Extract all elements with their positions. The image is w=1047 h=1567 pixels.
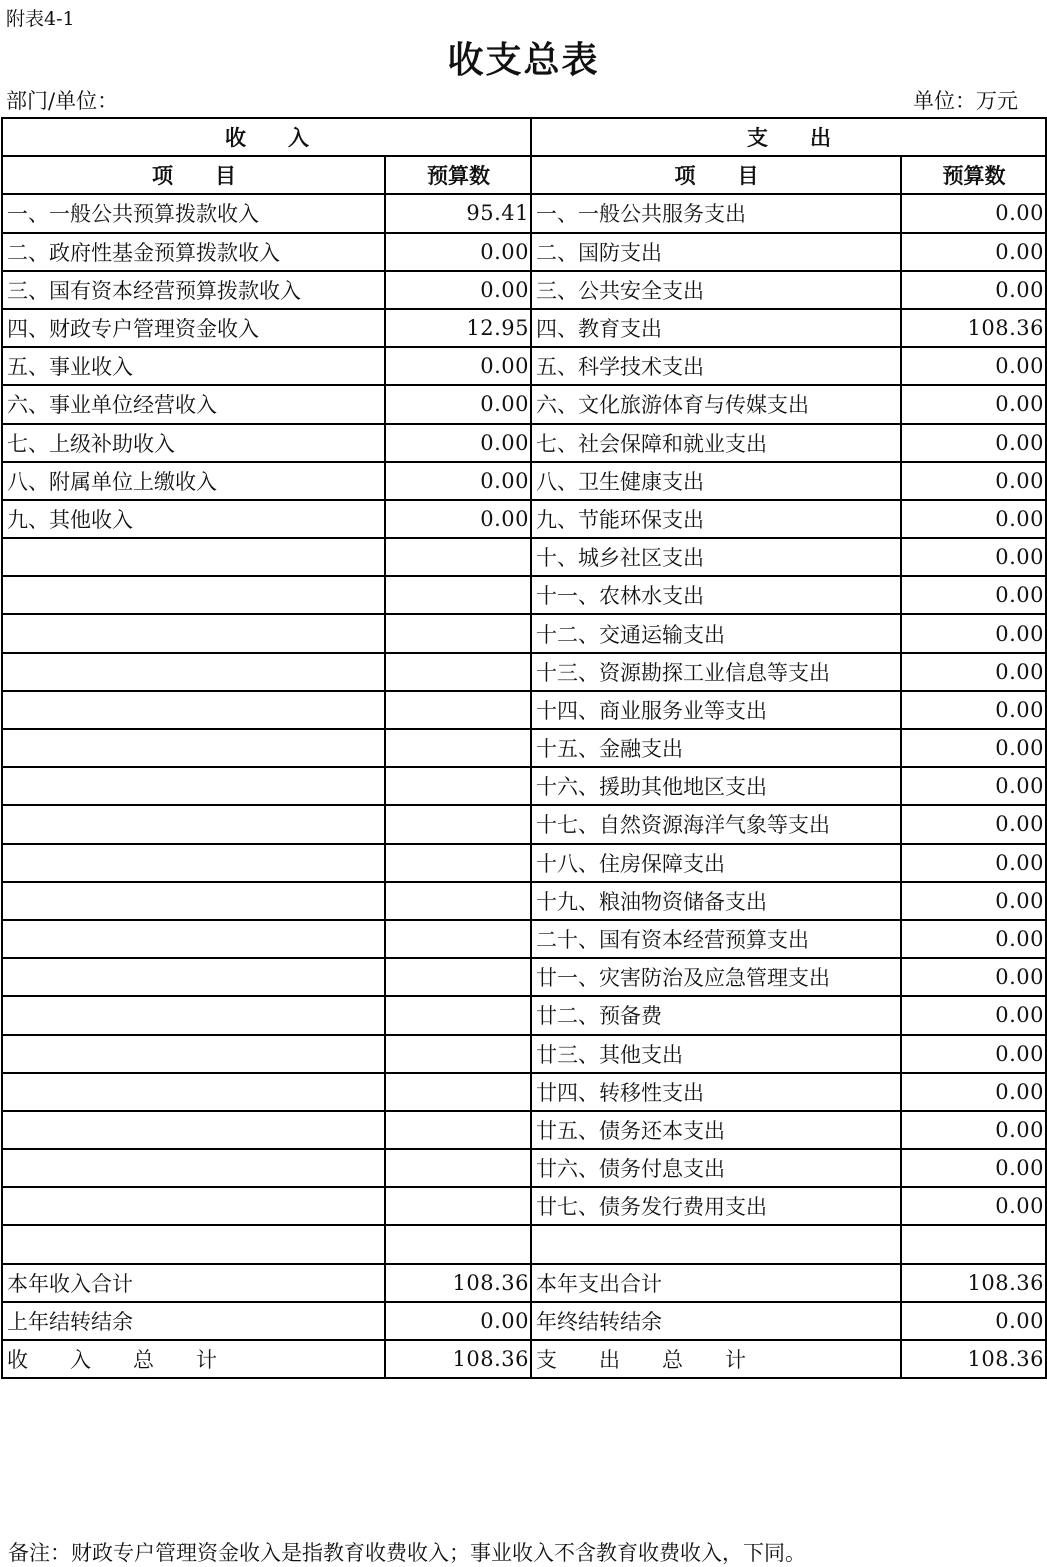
- expense-value-cell: 0.00: [901, 233, 1046, 271]
- income-value-cell: 0.00: [385, 424, 531, 462]
- income-item-cell: 二、政府性基金预算拨款收入: [2, 233, 385, 271]
- attachment-label: 附表4-1: [6, 8, 75, 30]
- income-value-cell: 0.00: [385, 347, 531, 385]
- income-item-cell: [2, 1111, 385, 1149]
- income-item-cell: 三、国有资本经营预算拨款收入: [2, 271, 385, 309]
- expense-value-cell: 0.00: [901, 271, 1046, 309]
- expense-budget-header: 预算数: [901, 156, 1046, 194]
- table-row: [2, 614, 1046, 652]
- expense-value-cell: 0.00: [901, 614, 1046, 652]
- income-value-cell: 12.95: [385, 309, 531, 347]
- income-value-cell: 0.00: [385, 385, 531, 423]
- income-item-cell: 上年结转结余: [2, 1302, 385, 1340]
- expense-item-cell: 廿四、转移性支出: [531, 1073, 901, 1111]
- income-item-cell: [2, 805, 385, 843]
- table-row: [2, 691, 1046, 729]
- expense-value-cell: 108.36: [901, 1340, 1046, 1378]
- expense-value-cell: 0.00: [901, 347, 1046, 385]
- expense-item-header: 项 目: [531, 156, 901, 194]
- income-value-cell: 0.00: [385, 1302, 531, 1340]
- income-item-cell: 六、事业单位经营收入: [2, 385, 385, 423]
- expense-value-cell: [901, 1225, 1046, 1263]
- income-value-cell: 108.36: [385, 1340, 531, 1378]
- table-row: [2, 1187, 1046, 1225]
- income-value-cell: [385, 1111, 531, 1149]
- income-item-cell: [2, 691, 385, 729]
- expense-value-cell: 0.00: [901, 462, 1046, 500]
- expense-item-cell: 廿六、债务付息支出: [531, 1149, 901, 1187]
- expense-value-cell: 0.00: [901, 996, 1046, 1034]
- table-row: [2, 805, 1046, 843]
- income-item-cell: 本年收入合计: [2, 1264, 385, 1302]
- expense-item-cell: 十五、金融支出: [531, 729, 901, 767]
- table-row: [2, 1073, 1046, 1111]
- expense-item-cell: 十七、自然资源海洋气象等支出: [531, 805, 901, 843]
- expense-item-cell: 二十、国有资本经营预算支出: [531, 920, 901, 958]
- income-value-cell: [385, 844, 531, 882]
- income-value-cell: [385, 1149, 531, 1187]
- income-value-cell: 0.00: [385, 500, 531, 538]
- expense-value-cell: 0.00: [901, 958, 1046, 996]
- total-row: [2, 1302, 1046, 1340]
- expense-item-cell: 二、国防支出: [531, 233, 901, 271]
- section-header-row: [2, 118, 1046, 156]
- income-value-cell: [385, 614, 531, 652]
- income-item-cell: [2, 767, 385, 805]
- income-value-cell: [385, 882, 531, 920]
- expense-value-cell: 108.36: [901, 309, 1046, 347]
- income-value-cell: [385, 653, 531, 691]
- table-row: [2, 194, 1046, 232]
- expense-item-cell: 廿三、其他支出: [531, 1035, 901, 1073]
- expense-value-cell: 0.00: [901, 538, 1046, 576]
- table-row: [2, 1149, 1046, 1187]
- expense-section-header: 支 出: [531, 118, 1046, 156]
- expense-value-cell: 0.00: [901, 500, 1046, 538]
- table-row: [2, 882, 1046, 920]
- income-item-cell: [2, 729, 385, 767]
- income-item-cell: [2, 576, 385, 614]
- expense-value-cell: 108.36: [901, 1264, 1046, 1302]
- expense-item-cell: 十二、交通运输支出: [531, 614, 901, 652]
- expense-item-cell: 十八、住房保障支出: [531, 844, 901, 882]
- income-value-cell: [385, 805, 531, 843]
- table-row: [2, 844, 1046, 882]
- table-row: [2, 653, 1046, 691]
- expense-value-cell: 0.00: [901, 729, 1046, 767]
- income-item-cell: 收 入 总 计: [2, 1340, 385, 1378]
- expense-item-cell: 年终结转结余: [531, 1302, 901, 1340]
- table-row: [2, 424, 1046, 462]
- income-value-cell: [385, 691, 531, 729]
- expense-item-cell: 八、卫生健康支出: [531, 462, 901, 500]
- income-item-cell: 一、一般公共预算拨款收入: [2, 194, 385, 232]
- income-item-cell: 四、财政专户管理资金收入: [2, 309, 385, 347]
- income-item-cell: 九、其他收入: [2, 500, 385, 538]
- table-row: [2, 729, 1046, 767]
- total-row: [2, 1264, 1046, 1302]
- table-row: [2, 1225, 1046, 1263]
- income-value-cell: [385, 996, 531, 1034]
- expense-value-cell: 0.00: [901, 1035, 1046, 1073]
- expense-item-cell: 支 出 总 计: [531, 1340, 901, 1378]
- expense-item-cell: 本年支出合计: [531, 1264, 901, 1302]
- income-value-cell: [385, 920, 531, 958]
- expense-value-cell: 0.00: [901, 1149, 1046, 1187]
- income-value-cell: [385, 538, 531, 576]
- income-value-cell: 95.41: [385, 194, 531, 232]
- expense-value-cell: 0.00: [901, 653, 1046, 691]
- expense-item-cell: 九、节能环保支出: [531, 500, 901, 538]
- table-row: [2, 920, 1046, 958]
- income-item-cell: [2, 1149, 385, 1187]
- income-item-cell: [2, 538, 385, 576]
- expense-item-cell: 十六、援助其他地区支出: [531, 767, 901, 805]
- table-row: [2, 309, 1046, 347]
- income-item-header: 项 目: [2, 156, 385, 194]
- table-row: [2, 500, 1046, 538]
- expense-value-cell: 0.00: [901, 920, 1046, 958]
- department-label: 部门/单位：: [6, 89, 119, 113]
- income-value-cell: 0.00: [385, 271, 531, 309]
- expense-value-cell: 0.00: [901, 194, 1046, 232]
- income-budget-header: 预算数: [385, 156, 531, 194]
- expense-value-cell: 0.00: [901, 882, 1046, 920]
- income-value-cell: [385, 767, 531, 805]
- expense-value-cell: 0.00: [901, 844, 1046, 882]
- expense-item-cell: 十三、资源勘探工业信息等支出: [531, 653, 901, 691]
- expense-item-cell: 五、科学技术支出: [531, 347, 901, 385]
- expense-item-cell: 六、文化旅游体育与传媒支出: [531, 385, 901, 423]
- expense-value-cell: 0.00: [901, 805, 1046, 843]
- income-item-cell: [2, 996, 385, 1034]
- budget-summary-table: [1, 117, 1047, 1379]
- table-row: [2, 347, 1046, 385]
- expense-item-cell: 十九、粮油物资储备支出: [531, 882, 901, 920]
- income-item-cell: [2, 653, 385, 691]
- income-item-cell: [2, 882, 385, 920]
- expense-item-cell: 三、公共安全支出: [531, 271, 901, 309]
- table-row: [2, 996, 1046, 1034]
- income-value-cell: [385, 1073, 531, 1111]
- table-row: [2, 1035, 1046, 1073]
- expense-item-cell: 廿二、预备费: [531, 996, 901, 1034]
- unit-label: 单位：万元: [913, 89, 1018, 113]
- expense-item-cell: [531, 1225, 901, 1263]
- income-item-cell: [2, 614, 385, 652]
- expense-value-cell: 0.00: [901, 385, 1046, 423]
- expense-value-cell: 0.00: [901, 1111, 1046, 1149]
- expense-value-cell: 0.00: [901, 424, 1046, 462]
- income-value-cell: 0.00: [385, 462, 531, 500]
- income-value-cell: [385, 576, 531, 614]
- expense-item-cell: 十一、农林水支出: [531, 576, 901, 614]
- income-item-cell: 八、附属单位上缴收入: [2, 462, 385, 500]
- footnote: 备注：财政专户管理资金收入是指教育收费收入；事业收入不含教育收费收入，下同。: [8, 1541, 806, 1565]
- expense-item-cell: 四、教育支出: [531, 309, 901, 347]
- total-row: [2, 1340, 1046, 1378]
- table-row: [2, 271, 1046, 309]
- income-item-cell: [2, 1073, 385, 1111]
- expense-value-cell: 0.00: [901, 1302, 1046, 1340]
- page-title: 收支总表: [447, 39, 600, 81]
- table-row: [2, 767, 1046, 805]
- income-value-cell: [385, 1225, 531, 1263]
- income-section-header: 收 入: [2, 118, 531, 156]
- income-item-cell: [2, 1187, 385, 1225]
- income-item-cell: [2, 1035, 385, 1073]
- expense-item-cell: 十四、商业服务业等支出: [531, 691, 901, 729]
- table-row: [2, 462, 1046, 500]
- expense-value-cell: 0.00: [901, 691, 1046, 729]
- income-value-cell: 0.00: [385, 233, 531, 271]
- expense-value-cell: 0.00: [901, 767, 1046, 805]
- table-row: [2, 233, 1046, 271]
- expense-value-cell: 0.00: [901, 576, 1046, 614]
- expense-value-cell: 0.00: [901, 1187, 1046, 1225]
- table-row: [2, 385, 1046, 423]
- income-item-cell: [2, 844, 385, 882]
- income-value-cell: 108.36: [385, 1264, 531, 1302]
- table-row: [2, 538, 1046, 576]
- income-value-cell: [385, 958, 531, 996]
- income-item-cell: [2, 958, 385, 996]
- income-item-cell: 七、上级补助收入: [2, 424, 385, 462]
- income-value-cell: [385, 1035, 531, 1073]
- expense-item-cell: 廿一、灾害防治及应急管理支出: [531, 958, 901, 996]
- income-value-cell: [385, 729, 531, 767]
- income-item-cell: 五、事业收入: [2, 347, 385, 385]
- table-row: [2, 958, 1046, 996]
- table-row: [2, 576, 1046, 614]
- expense-item-cell: 廿七、债务发行费用支出: [531, 1187, 901, 1225]
- income-item-cell: [2, 1225, 385, 1263]
- expense-item-cell: 十、城乡社区支出: [531, 538, 901, 576]
- column-header-row: [2, 156, 1046, 194]
- expense-item-cell: 七、社会保障和就业支出: [531, 424, 901, 462]
- table-row: [2, 1111, 1046, 1149]
- expense-item-cell: 一、一般公共服务支出: [531, 194, 901, 232]
- expense-item-cell: 廿五、债务还本支出: [531, 1111, 901, 1149]
- income-value-cell: [385, 1187, 531, 1225]
- expense-value-cell: 0.00: [901, 1073, 1046, 1111]
- income-item-cell: [2, 920, 385, 958]
